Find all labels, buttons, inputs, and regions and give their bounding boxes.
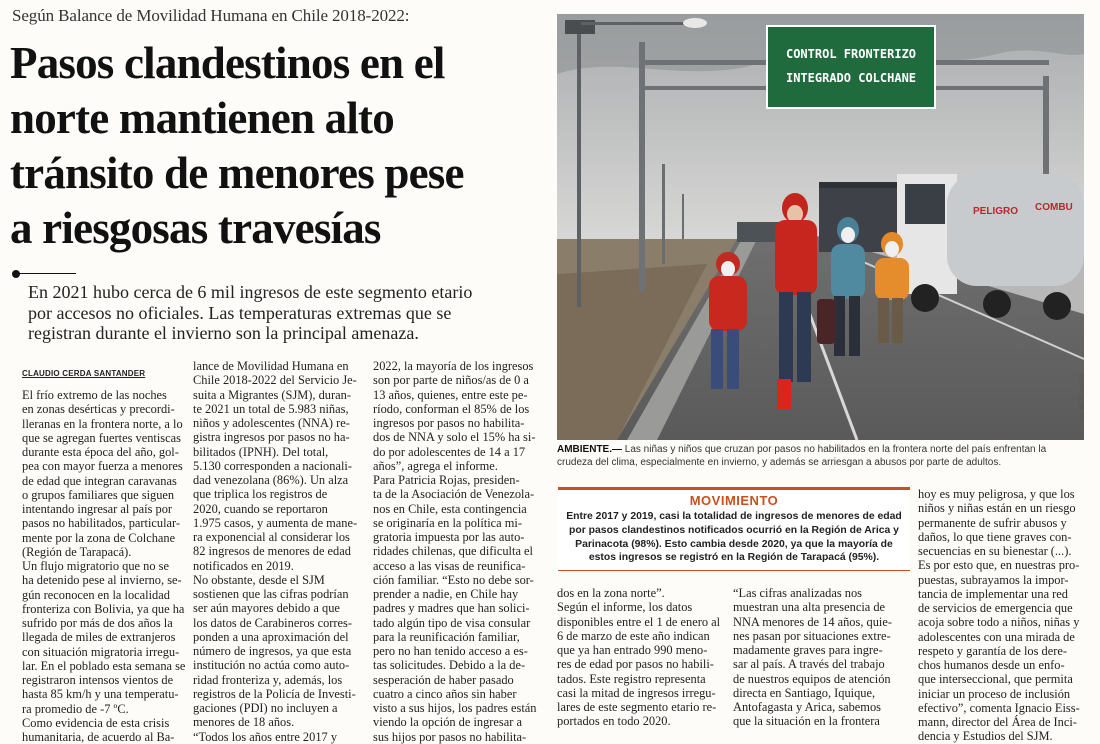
article-line: daños, lo que tiene graves con- [918, 529, 1072, 544]
article-line: Un flujo migratorio que no se [22, 559, 169, 573]
article-line: que triplica los registros de [193, 487, 328, 502]
article-line: sufrido por más de dos años la [22, 616, 173, 630]
article-line: lares de este segmento etario re- [557, 700, 717, 714]
truck-label-2: COMBU [1035, 202, 1073, 213]
article-line: puestas, subrayamos la impor- [918, 572, 1069, 587]
article-line: que la situación en la frontera [733, 714, 880, 729]
article-line: do por adolescentes de 14 a 17 [373, 444, 526, 459]
article-line: fronteriza con Bolivia, ya que ha [22, 601, 185, 616]
article-line: pea con mayor fuerza a menores [22, 459, 183, 474]
article-line: casi la mitad de ingresos irregu- [557, 685, 716, 700]
article-line: NNA menores de 14 años, quie- [733, 614, 892, 629]
article-column-3 [373, 359, 545, 744]
sign-line-1: CONTROL FRONTERIZO [785, 47, 917, 61]
article-line: sus hijos por pasos no habilita- [373, 729, 527, 744]
article-line: nes pasan por situaciones extre- [733, 628, 891, 643]
article-line: iniciar un proceso de inclusión [918, 686, 1071, 701]
article-column-4 [557, 586, 725, 729]
article-line: sar al país. A través del trabajo [733, 657, 885, 672]
article-line: padres y madres que han solici- [373, 601, 530, 616]
article-line: adolescentes con una mirada de [918, 629, 1075, 644]
article-line: lance de Movilidad Humana en [193, 359, 349, 373]
headline-line: tránsito de menores pese [10, 148, 464, 198]
movimiento-text [562, 510, 906, 565]
article-line: “Todos los años entre 2017 y [193, 729, 338, 744]
article-line: pero no han tenido acceso a es- [373, 644, 528, 658]
headline-line: Pasos clandestinos en el [10, 38, 445, 88]
article-line: (Región de Tarapacá). [22, 544, 132, 559]
article-column-1 [22, 388, 188, 744]
subhead-line: por accesos no oficiales. Las temperaturas extremas que se [28, 302, 452, 323]
article-line: hasta 85 km/h y una temperatu- [22, 687, 179, 702]
article-line: madamente graves para ingre- [733, 643, 883, 657]
article-line: ponden a una aproximación del [193, 629, 349, 644]
article-line: nos en Chile, esta contingencia [373, 501, 527, 516]
article-line: Es por esto que, en nuestras pro- [918, 558, 1080, 573]
article-line: 13 años, quienes, entre este pe- [373, 387, 528, 402]
article-line: dos en la zona norte”. [557, 586, 665, 600]
photo-credit: EL MERCURIO [1080, 373, 1086, 420]
article-line: cuatro a cinco años sin haber [373, 686, 517, 701]
article-line: niños y niñas están en un riesgo [918, 501, 1076, 516]
subhead [28, 282, 548, 344]
movimiento-line: Entre 2017 y 2019, casi la totalidad de ingresos de menores de edad [566, 511, 902, 522]
article-line: viendo la opción de ingresar a [373, 715, 522, 730]
movimiento-box [558, 487, 910, 571]
article-line: gún reconocen en la localidad [22, 587, 170, 602]
article-line: registraron intensos vientos de [22, 673, 174, 687]
article-line: Antofagasta y Arica, sabemos [733, 700, 881, 714]
article-line: los datos de Carabineros corres- [193, 615, 352, 630]
article-line: en zonas desérticas y precordi- [22, 402, 175, 417]
article-line: ingresos por pasos no habilita- [373, 416, 525, 430]
movimiento-title: MOVIMIENTO [689, 493, 779, 508]
article-line: ríodo, conforman el 85% de los [373, 401, 530, 416]
article-line: que se agregan fuertes ventiscas [22, 430, 181, 445]
article-line: “Las cifras analizadas nos [733, 586, 863, 600]
movimiento-line: Parinacota (98%). Esto cambia desde 2020, ya que la mayoría de [575, 538, 893, 550]
article-line: Según el informe, los datos [557, 600, 693, 615]
sign-line-2: INTEGRADO COLCHANE [785, 71, 917, 85]
caption-line-1: Las niñas y niños que cruzan por pasos no habilitados en la frontera norte del país enfrentan la [624, 444, 1047, 455]
article-column-5 [733, 586, 908, 729]
caption-label: AMBIENTE.— [557, 444, 622, 455]
article-line: respeto y garantía de los dere- [918, 643, 1067, 658]
gantry-pole-left [639, 42, 645, 292]
article-line: ta de la Asociación de Venezola- [373, 487, 535, 502]
article-line: ser aún mayores debido a que [193, 601, 340, 616]
article-line: disponibles entre el 1 de enero al [557, 614, 721, 629]
article-line: 5.130 corresponden a nacionali- [193, 458, 352, 473]
article-line: registros de la Policía de Investi- [193, 686, 356, 701]
article-line: suita a Migrantes (SJM), duran- [193, 387, 351, 402]
subhead-line: En 2021 hubo cerca de 6 mil ingresos de este segmento etario [28, 282, 473, 302]
article-line: lar. En el poblado esta semana se [22, 658, 186, 673]
caption-line-2: crudeza del clima, especialmente en invierno, y además se arriesgan a abusos por parte de adultos. [557, 457, 1002, 468]
headline-line: a riesgosas travesías [10, 203, 381, 253]
article-line: res de edad por pasos no habili- [557, 657, 714, 672]
article-line: tado algún tipo de visa consular [373, 615, 531, 630]
article-line: bilitados (IPNH). Del total, [193, 444, 329, 459]
article-line: de servicios de emergencia que [918, 601, 1073, 615]
article-line: 6 de marzo de este año indican [557, 628, 710, 643]
movimiento-line: estos ingresos se registró en la Región de Tarapacá (95%). [588, 552, 880, 564]
article-line: chos humanos desde un enfo- [918, 658, 1065, 672]
article-line: ra exponencial al considerar los [193, 530, 350, 544]
article-line: ción familiar. “Esto no debe sor- [373, 572, 534, 587]
article-line: secuencias en su bienestar (...). [918, 544, 1072, 558]
article-line: No obstante, desde el SJM [193, 572, 325, 587]
border-sign [767, 26, 935, 108]
article-line: 2020, cuando se reportaron [193, 501, 328, 516]
article-line: ridad fronteriza y, además, los [193, 672, 343, 687]
bullet-rule [16, 273, 76, 274]
article-line: de edad que integran caravanas [22, 473, 177, 488]
article-line: llegada de miles de extranjeros [22, 630, 176, 645]
article-line: dad venezolana (86%). Un alza [193, 473, 349, 487]
article-line: sostienen que las cifras podrían [193, 587, 349, 601]
article-line: 82 ingresos de menores de edad [193, 544, 351, 559]
article-line: permanente de sufrir abusos y [918, 515, 1067, 530]
article-line: para la reunificación familiar, [373, 629, 520, 644]
article-line: muestran una alta presencia de [733, 600, 886, 615]
article-line: años”, agrega el informe. [373, 458, 498, 473]
article-line: o grupos familiares que siguen [22, 487, 175, 502]
article-line: que interseccional, que permita [918, 672, 1073, 687]
article-line: sesperación de haber pasado [373, 672, 514, 687]
article-line: hoy es muy peligrosa, y que los [918, 487, 1075, 501]
photo-caption [557, 443, 1087, 469]
article-line: niños y adolescentes (NNA) re- [193, 416, 350, 430]
movimiento-line: por pasos clandestinos notificados ocurrió en la Región de Arica y [569, 524, 899, 536]
headline [10, 36, 548, 256]
subhead-line: registran durante el invierno son la principal amenaza. [28, 323, 419, 343]
article-line: El frío extremo de las noches [22, 388, 167, 402]
article-line: Para Patricia Rojas, presiden- [373, 473, 520, 487]
article-line: que ya han entrado 990 meno- [557, 643, 708, 657]
article-line: notificados en 2019. [193, 558, 294, 573]
headline-line: norte mantienen alto [10, 93, 394, 143]
article-line: portados en todo 2020. [557, 714, 671, 729]
article-column-6 [918, 487, 1090, 744]
bullet-dot [12, 270, 20, 278]
article-line: intentando ingresar al país por [22, 502, 173, 516]
article-line: pasos no habilitados, particular- [22, 516, 181, 531]
article-line: de nuestros equipos de atención [733, 671, 891, 686]
article-line: tancia de implementar una red [918, 586, 1068, 601]
byline: CLAUDIO CERDA SANTANDER [22, 369, 146, 378]
article-line: institución no actúa como auto- [193, 658, 350, 673]
article-line: 2022, la mayoría de los ingresos [373, 359, 534, 373]
article-line: mann, director del Área de Inci- [918, 715, 1077, 729]
article-line: son por parte de niños/as de 0 a [373, 373, 529, 388]
article-line: dencia y Estudios del SJM. [918, 729, 1053, 744]
article-line: 1.975 casos, y aumenta de mane- [193, 515, 358, 530]
article-line: tas solicitudes. Debido a la de- [373, 658, 526, 673]
truck-label: PELIGRO [973, 206, 1019, 217]
article-line: lleranas en la frontera norte, a lo [22, 416, 183, 431]
article-line: visto a sus hijos, los padres están [373, 701, 537, 715]
article-line: directa en Santiago, Iquique, [733, 685, 876, 700]
article-line: humanitaria, de acuerdo al Ba- [22, 730, 175, 744]
article-line: Chile 2018-2022 del Servicio Je- [193, 373, 357, 388]
article-line: con situación migratoria irregu- [22, 644, 180, 659]
article-line: acoja sobre todo a niños, niñas y [918, 615, 1080, 630]
article-line: ha detenido pese al invierno, se- [22, 573, 182, 588]
article-line: dos de NNA y solo el 15% ha si- [373, 430, 536, 445]
article-line: ridades chilenas, que dificulta el [373, 544, 533, 559]
kicker: Según Balance de Movilidad Humana en Chile 2018-2022: [12, 6, 410, 25]
article-line: gistra ingresos por pasos no ha- [193, 430, 350, 445]
article-line: gratoria impuesta por las auto- [373, 530, 525, 544]
article-line: Como evidencia de esta crisis [22, 715, 170, 730]
article-line: tados. Este registro representa [557, 671, 706, 686]
photo-border-crossing [557, 14, 1084, 440]
article-line: mente por la zona de Colchane [22, 530, 176, 545]
article-line: acceso a las visas de reunifica- [373, 558, 526, 573]
article-line: gaciones (PDI) no incluyen a [193, 701, 338, 715]
article-line: se originaría en la política mi- [373, 515, 522, 530]
article-line: número de ingresos, ya que esta [193, 644, 352, 658]
article-line: efectivo”, comenta Ignacio Eiss- [918, 700, 1080, 715]
article-line: ra promedio de -7 ºC. [22, 701, 129, 716]
article-line: menores de 18 años. [193, 715, 295, 730]
article-line: te 2021 un total de 5.983 niñas, [193, 401, 349, 416]
article-line: prender a nadie, en Chile hay [373, 587, 519, 601]
article-column-2 [193, 359, 363, 744]
article-line: durante esta época del año, gol- [22, 445, 179, 459]
